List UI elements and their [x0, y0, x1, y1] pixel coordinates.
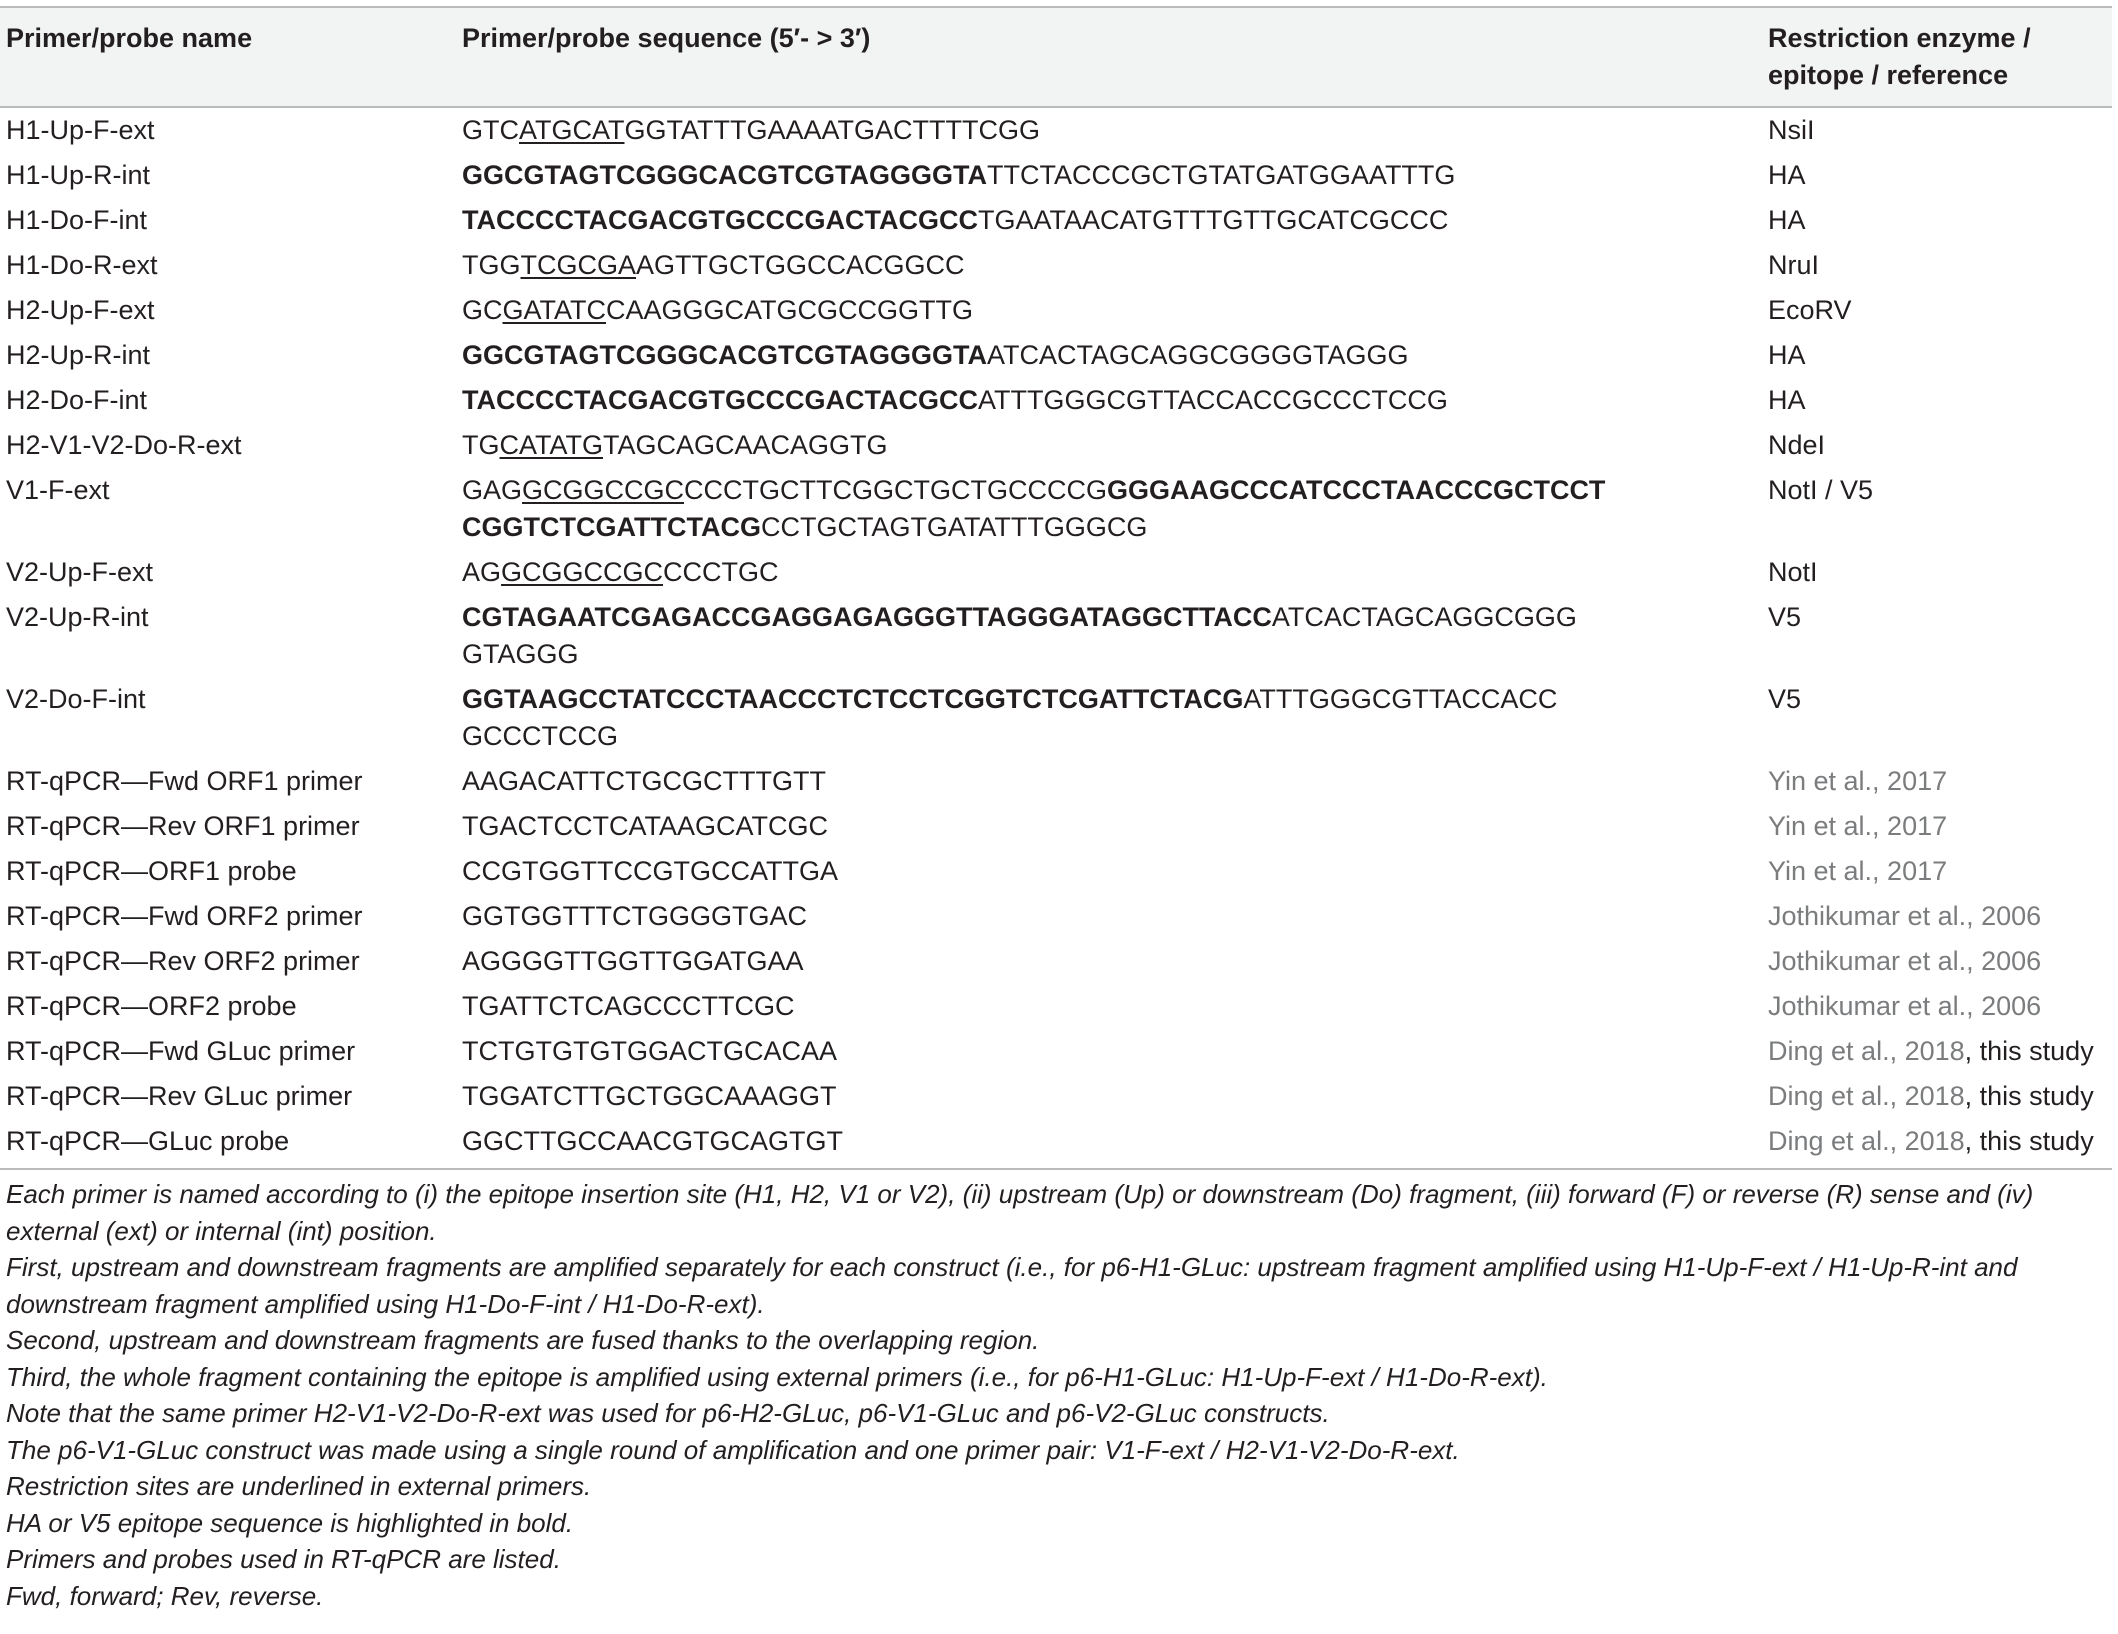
table-body: [0, 107, 2112, 1169]
primer-name-cell: RT-qPCR—Rev ORF1 primer: [6, 811, 360, 841]
primer-sequence-cell: [456, 1074, 1762, 1119]
primer-name-cell: H2-V1-V2-Do-R-ext: [6, 430, 242, 460]
reference-text: NotI / V5: [1768, 475, 1874, 505]
table-header-row: [0, 7, 2112, 107]
table-row: [0, 288, 2112, 333]
primer-name-cell: RT-qPCR—GLuc probe: [0, 1119, 456, 1169]
restriction-epitope-reference-cell: [1762, 468, 2112, 550]
primer-sequence-cell: [456, 288, 1762, 333]
sequence-segment: CCCTGCTTCGGCTGCTGCCCCG: [684, 475, 1107, 505]
citation-link[interactable]: Jothikumar et al., 2006: [1768, 946, 2042, 976]
epitope-sequence-bold: GGTAAGCCTATCCCTAACCCTCTCCTCGGTCTCGATTCTACG: [462, 684, 1244, 714]
reference-text: , this study: [1964, 1126, 2094, 1156]
sequence-segment: CCTGCTAGTGATATTTGGGCG: [760, 512, 1148, 542]
sequence-segment: CCCTGC: [663, 557, 779, 587]
primer-sequence-cell: [456, 894, 1762, 939]
restriction-epitope-reference-cell: [1762, 894, 2112, 939]
table-row: [0, 939, 2112, 984]
primer-sequence-cell: [456, 939, 1762, 984]
primer-sequence-cell: [456, 153, 1762, 198]
sequence-segment: ATCACTAGCAGGCGGG: [1271, 602, 1577, 632]
restriction-epitope-reference-cell: [1762, 198, 2112, 243]
restriction-epitope-reference-cell: [1762, 595, 2112, 677]
table-row: [0, 894, 2112, 939]
sequence-segment: ATTTGGGCGTTACCACC: [1243, 684, 1558, 714]
citation-link[interactable]: Ding et al., 2018: [1768, 1126, 1965, 1156]
restriction-epitope-reference-cell: [1762, 153, 2112, 198]
restriction-epitope-reference-cell: [1762, 243, 2112, 288]
header-primer-sequence: Primer/probe sequence (5′- > 3′): [462, 23, 871, 53]
sequence-segment: TG: [462, 430, 500, 460]
table-row: [0, 107, 2112, 153]
primer-name-cell: V2-Up-F-ext: [6, 557, 154, 587]
primer-name-cell: H1-Up-F-ext: [6, 115, 155, 145]
header-restriction-epitope-reference: [1762, 7, 2112, 107]
epitope-sequence-bold: GGCGTAGTCGGGCACGTCGTAGGGGTA: [462, 340, 987, 370]
footnote-line: Each primer is named according to (i) the epitope insertion site (H1, H2, V1 or V2), (ii) upstream (Up) or downstream (Do) fragment, (iii) forward (F) or reverse (R) sense and (iv) external (ext) or internal (int) position.: [6, 1179, 2034, 1246]
primer-sequence-cell: [456, 804, 1762, 849]
primer-name-cell: RT-qPCR—ORF2 probe: [6, 991, 297, 1021]
table-row: [0, 198, 2112, 243]
sequence-segment: GCCCTCCG: [462, 721, 618, 751]
primer-table: [0, 6, 2112, 1170]
header-primer-name: Primer/probe name: [6, 23, 253, 53]
footnote-line: HA or V5 epitope sequence is highlighted in bold.: [6, 1507, 574, 1538]
primer-name-cell: H2-Up-F-ext: [6, 295, 155, 325]
reference-text: HA: [1768, 340, 1806, 370]
reference-text: V5: [1768, 602, 1802, 632]
primer-sequence-cell: [456, 759, 1762, 804]
primer-name-cell: H2-Do-F-int: [6, 385, 148, 415]
primer-name-cell: V2-Up-R-int: [6, 602, 149, 632]
restriction-epitope-reference-cell: [1762, 984, 2112, 1029]
footnote-line: Note that the same primer H2-V1-V2-Do-R-ext was used for p6-H2-GLuc, p6-V1-GLuc and p6-V2-GLuc constructs.: [6, 1398, 1330, 1428]
table-row: [0, 153, 2112, 198]
primer-sequence-cell: [456, 849, 1762, 894]
sequence-segment: TGATTCTCAGCCCTTCGC: [462, 991, 795, 1021]
restriction-site-underlined: CATATG: [499, 430, 603, 460]
footnote-line: Second, upstream and downstream fragments are fused thanks to the overlapping region.: [6, 1325, 1040, 1355]
citation-link[interactable]: Yin et al., 2017: [1768, 766, 1948, 796]
sequence-segment: GGCTTGCCAACGTGCAGTGT: [462, 1126, 843, 1156]
epitope-sequence-bold: TACCCCTACGACGTGCCCGACTACGCC: [462, 385, 978, 415]
restriction-epitope-reference-cell: [1762, 550, 2112, 595]
sequence-segment: GTC: [462, 115, 519, 145]
reference-text: NruI: [1768, 250, 1820, 280]
restriction-epitope-reference-cell: [1762, 804, 2112, 849]
reference-text: NdeI: [1768, 430, 1826, 460]
restriction-epitope-reference-cell: [1762, 939, 2112, 984]
table-row: [0, 378, 2112, 423]
epitope-sequence-bold: GGCGTAGTCGGGCACGTCGTAGGGGTA: [462, 160, 987, 190]
table-row: [0, 333, 2112, 378]
restriction-epitope-reference-cell: [1762, 759, 2112, 804]
sequence-segment: CAAGGGCATGCGCCGGTTG: [606, 295, 974, 325]
reference-text: V5: [1768, 684, 1802, 714]
reference-text: , this study: [1964, 1036, 2094, 1066]
restriction-epitope-reference-cell: [1762, 849, 2112, 894]
sequence-segment: GAG: [462, 475, 523, 505]
sequence-segment: ATCACTAGCAGGCGGGGTAGGG: [986, 340, 1409, 370]
reference-text: , this study: [1964, 1081, 2094, 1111]
citation-link[interactable]: Jothikumar et al., 2006: [1768, 991, 2042, 1021]
primer-sequence-cell: [456, 468, 1762, 550]
restriction-epitope-reference-cell: [1762, 333, 2112, 378]
epitope-sequence-bold: CGTAGAATCGAGACCGAGGAGAGGGTTAGGGATAGGCTTACC: [462, 602, 1272, 632]
sequence-segment: ATTTGGGCGTTACCACCGCCCTCCG: [977, 385, 1448, 415]
restriction-epitope-reference-cell: [1762, 1119, 2112, 1169]
header-col3-line2: epitope / reference: [1768, 60, 2009, 90]
sequence-segment: AGGGGTTGGTTGGATGAA: [462, 946, 804, 976]
primer-sequence-cell: [456, 378, 1762, 423]
primer-sequence-cell: [456, 243, 1762, 288]
sequence-segment: CCGTGGTTCCGTGCCATTGA: [462, 856, 838, 886]
sequence-segment: TCTGTGTGTGGACTGCACAA: [462, 1036, 837, 1066]
restriction-epitope-reference-cell: [1762, 288, 2112, 333]
primer-name-cell: H2-Up-R-int: [6, 340, 151, 370]
primer-name-cell: RT-qPCR—Rev ORF2 primer: [6, 946, 360, 976]
restriction-epitope-reference-cell: [1762, 1074, 2112, 1119]
table-row: [0, 468, 2112, 550]
restriction-epitope-reference-cell: [1762, 107, 2112, 153]
sequence-segment: GGTATTTGAAAATGACTTTTCGG: [624, 115, 1040, 145]
restriction-epitope-reference-cell: [1762, 677, 2112, 759]
table-row: [0, 595, 2112, 677]
reference-text: EcoRV: [1768, 295, 1852, 325]
footnote-line: The p6-V1-GLuc construct was made using a single round of amplification and one primer pair: V1-F-ext / H2-V1-V2-Do-R-ext.: [6, 1434, 1460, 1465]
citation-link[interactable]: Yin et al., 2017: [1768, 811, 1948, 841]
reference-text: HA: [1768, 385, 1806, 415]
table-row: [0, 984, 2112, 1029]
sequence-segment: AGTTGCTGGCCACGGCC: [636, 250, 965, 280]
footnote-line: Restriction sites are underlined in external primers.: [6, 1471, 592, 1501]
primer-sequence-cell: [456, 984, 1762, 1029]
restriction-epitope-reference-cell: [1762, 378, 2112, 423]
primer-name-cell: RT-qPCR—Fwd ORF2 primer: [6, 901, 363, 931]
sequence-segment: TGG: [462, 250, 521, 280]
primer-sequence-cell: [456, 107, 1762, 153]
epitope-sequence-bold: TACCCCTACGACGTGCCCGACTACGCC: [462, 205, 978, 235]
sequence-segment: GGTGGTTTCTGGGGTGAC: [462, 901, 807, 931]
table-row: [0, 423, 2112, 468]
citation-link[interactable]: Jothikumar et al., 2006: [1768, 901, 2042, 931]
table-row: [0, 759, 2112, 804]
sequence-segment: AAGACATTCTGCGCTTTGTT: [462, 766, 826, 796]
epitope-sequence-bold: GGGAAGCCCATCCCTAACCCGCTCCT: [1106, 475, 1606, 505]
reference-text: NsiI: [1768, 115, 1815, 145]
sequence-segment: TTCTACCCGCTGTATGATGGAATTTG: [986, 160, 1456, 190]
table-row: [0, 243, 2112, 288]
table-row: [0, 1119, 2112, 1169]
restriction-site-underlined: TCGCGA: [520, 250, 637, 280]
primer-name-cell: RT-qPCR—Rev GLuc primer: [6, 1081, 353, 1111]
reference-text: NotI: [1768, 557, 1818, 587]
footnote-line: Third, the whole fragment containing the epitope is amplified using external primers (i.e., for p6-H1-GLuc: H1-Up-F-ext / H1-Do-R-ext).: [6, 1361, 1548, 1392]
primer-sequence-cell: [456, 1029, 1762, 1074]
table-row: [0, 1029, 2112, 1074]
restriction-epitope-reference-cell: [1762, 423, 2112, 468]
primer-name-cell: H1-Up-R-int: [6, 160, 151, 190]
primer-name-cell: RT-qPCR—Fwd ORF1 primer: [6, 766, 363, 796]
primer-name-cell: RT-qPCR—Fwd GLuc primer: [6, 1036, 356, 1066]
primer-sequence-cell: [456, 677, 1762, 759]
sequence-segment: GTAGGG: [462, 639, 579, 669]
table-row: [0, 677, 2112, 759]
primer-name-cell: V1-F-ext: [6, 475, 110, 505]
table-row: [0, 849, 2112, 894]
primer-name-cell: RT-qPCR—ORF1 probe: [6, 856, 297, 886]
sequence-segment: GC: [462, 295, 503, 325]
primer-sequence-cell: [456, 333, 1762, 378]
sequence-segment: TGAATAACATGTTTGTTGCATCGCCC: [977, 205, 1449, 235]
restriction-site-underlined: GCGGCCGC: [522, 475, 685, 505]
primer-name-cell: H1-Do-R-ext: [6, 250, 158, 280]
table-row: [0, 550, 2112, 595]
primer-sequence-cell: [456, 423, 1762, 468]
footnote-line: First, upstream and downstream fragments are amplified separately for each construct (i.e., for p6-H1-GLuc: upstream fragment amplified using H1-Up-F-ext / H1-Up-R-int and downstream fragment amplified using H1-Do-F-int / H1-Do-R-ext).: [6, 1252, 2018, 1319]
restriction-site-underlined: GATATC: [502, 295, 606, 325]
sequence-segment: AG: [462, 557, 502, 587]
primer-name-cell: V2-Do-F-int: [6, 684, 146, 714]
primer-sequence-cell: [456, 550, 1762, 595]
sequence-segment: TGACTCCTCATAAGCATCGC: [462, 811, 828, 841]
reference-text: HA: [1768, 160, 1806, 190]
table-footnotes: [6, 1176, 2110, 1614]
primer-name-cell: H1-Do-F-int: [6, 205, 148, 235]
header-col3-line1: Restriction enzyme /: [1768, 23, 2031, 53]
footnote-line: Fwd, forward; Rev, reverse.: [6, 1580, 324, 1611]
sequence-segment: TGGATCTTGCTGGCAAAGGT: [462, 1081, 837, 1111]
primer-sequence-cell: [456, 595, 1762, 677]
citation-link[interactable]: Yin et al., 2017: [1768, 856, 1948, 886]
reference-text: HA: [1768, 205, 1806, 235]
citation-link[interactable]: Ding et al., 2018: [1768, 1081, 1965, 1111]
citation-link[interactable]: Ding et al., 2018: [1768, 1036, 1965, 1066]
restriction-site-underlined: GCGGCCGC: [501, 557, 664, 587]
restriction-epitope-reference-cell: [1762, 1029, 2112, 1074]
table-row: [0, 804, 2112, 849]
primer-sequence-cell: [456, 1119, 1762, 1169]
table-row: [0, 1074, 2112, 1119]
sequence-segment: TAGCAGCAACAGGTG: [603, 430, 888, 460]
primer-sequence-cell: [456, 198, 1762, 243]
restriction-site-underlined: ATGCAT: [519, 115, 625, 145]
epitope-sequence-bold: CGGTCTCGATTCTACG: [462, 512, 761, 542]
footnote-line: Primers and probes used in RT-qPCR are listed.: [6, 1544, 561, 1574]
